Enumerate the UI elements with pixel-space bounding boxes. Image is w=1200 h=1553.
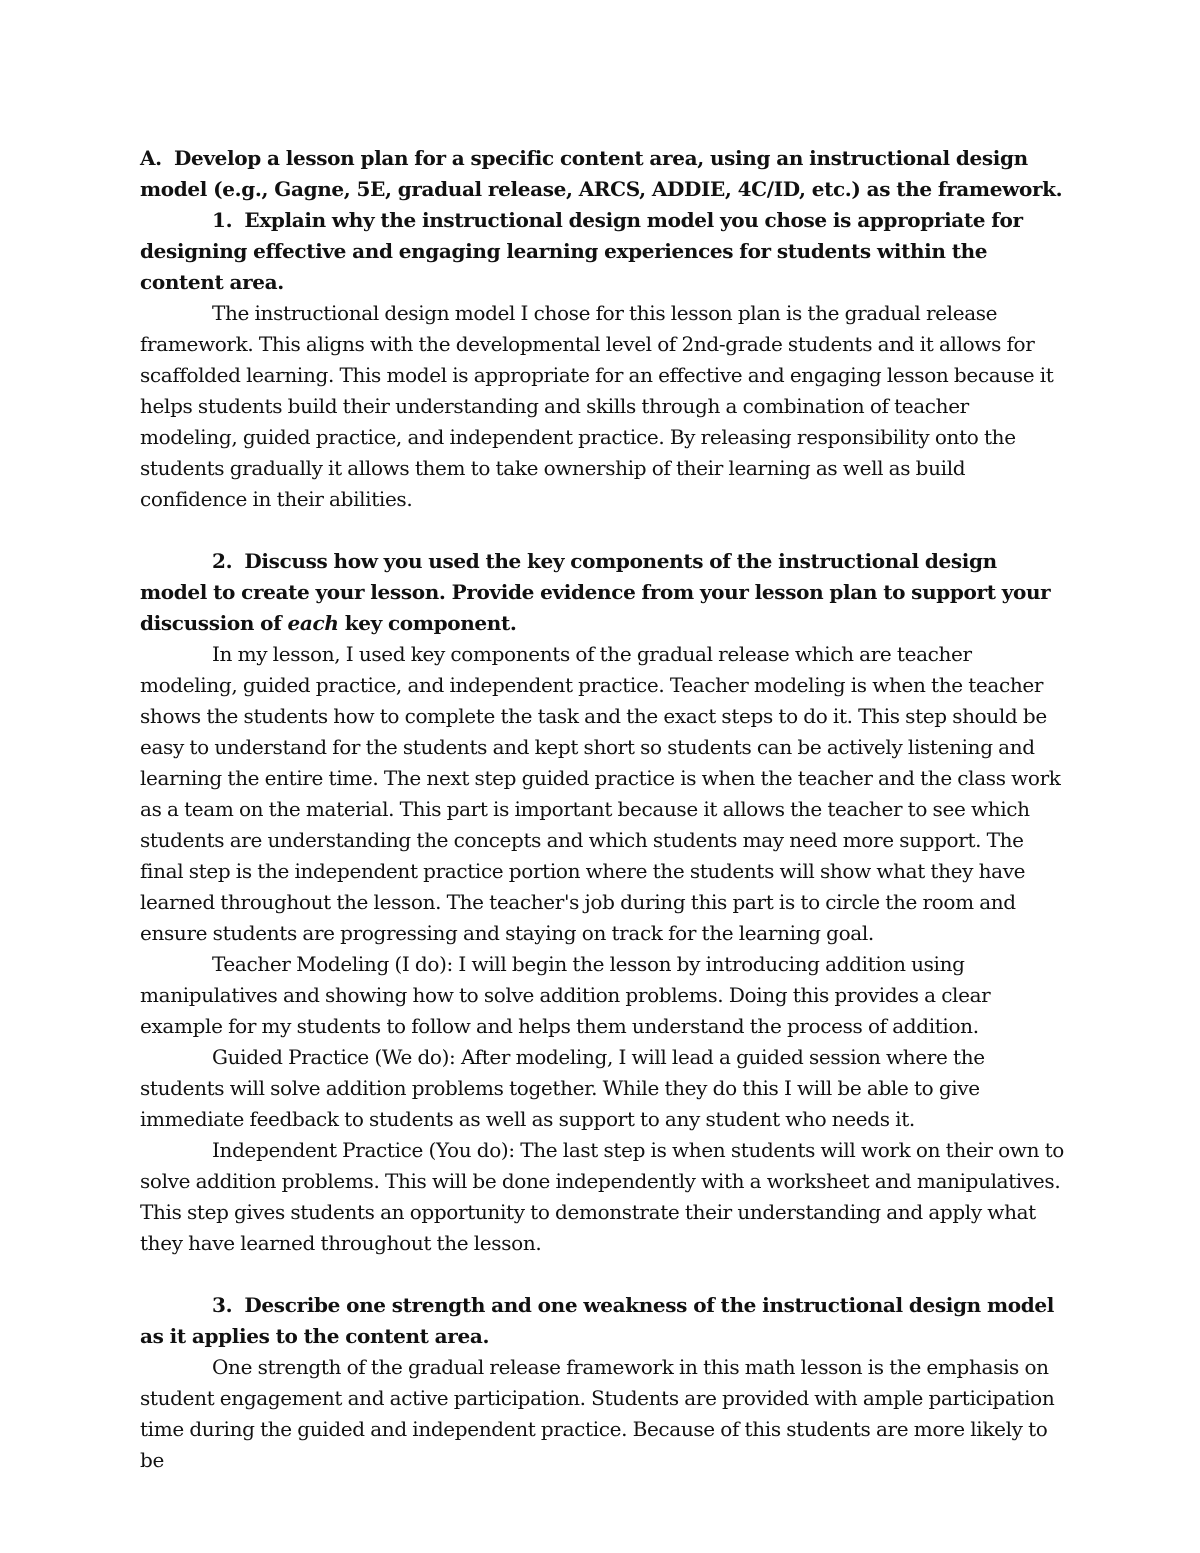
question-1-text: Explain why the instructional design model you chose is appropriate for designing effective and engaging learning experiences for students within the content area. — [140, 208, 1023, 294]
question-1-label: 1. — [212, 208, 233, 232]
question-3-answer: One strength of the gradual release framework in this math lesson is the emphasis on student engagement and active participation. Students are provided with ample participation time during the guided and independent practice. Because of this students are more likely to be — [140, 1355, 1055, 1472]
question-3-label: 3. — [212, 1293, 233, 1317]
question-2-emphasis: each — [287, 611, 339, 635]
question-3-text: Describe one strength and one weakness of the instructional design model as it applies to the content area. — [140, 1293, 1055, 1348]
question-2-answer-teacher-modeling: Teacher Modeling (I do): I will begin the lesson by introducing addition using manipulatives and showing how to solve addition problems. Doing this provides a clear example for my students to follow and helps them understand the process of addition. — [140, 952, 991, 1038]
question-2-text: Discuss how you used the key components of the instructional design model to create your lesson. Provide evidence from your lesson plan to support your discussion of — [140, 549, 1051, 635]
question-2-answer-independent-practice: Independent Practice (You do): The last step is when students will work on their own to solve addition problems. This will be done independently with a worksheet and manipulatives. This step gives students an opportunity to demonstrate their understanding and apply what they have learned throughout the lesson. — [140, 1138, 1064, 1255]
section-a-heading — [140, 143, 1065, 205]
question-3-heading — [140, 1290, 1065, 1352]
question-2-answer-guided-practice: Guided Practice (We do): After modeling, I will lead a guided session where the students will solve addition problems together. While they do this I will be able to give immediate feedback to students as well as support to any student who needs it. — [140, 1045, 985, 1131]
question-2-text-end: key component. — [344, 611, 517, 635]
question-1-heading — [140, 205, 1065, 298]
section-a-label: A. — [140, 146, 162, 170]
question-1-answer: The instructional design model I chose for this lesson plan is the gradual release framework. This aligns with the developmental level of 2nd-grade students and it allows for scaffolded learning. This model is appropriate for an effective and engaging lesson because it helps students build their understanding and skills through a combination of teacher modeling, guided practice, and independent practice. By releasing responsibility onto the students gradually it allows them to take ownership of their learning as well as build confidence in their abilities. — [140, 301, 1054, 511]
document-body — [140, 143, 1065, 1476]
question-2-answer-intro: In my lesson, I used key components of the gradual release which are teacher modeling, guided practice, and independent practice. Teacher modeling is when the teacher shows the students how to complete the task and the exact steps to do it. This step should be easy to understand for the students and kept short so students can be actively listening and learning the entire time. The next step guided practice is when the teacher and the class work as a team on the material. This part is important because it allows the teacher to see which students are understanding the concepts and which students may need more support. The final step is the independent practice portion where the students will show what they have learned throughout the lesson. The teacher's job during this part is to circle the room and ensure students are progressing and staying on track for the learning goal. — [140, 642, 1061, 945]
section-a-text: Develop a lesson plan for a specific content area, using an instructional design model (e.g., Gagne, 5E, gradual release, ARCS, ADDIE, 4C/ID, etc.) as the framework. — [140, 146, 1063, 201]
question-2-label: 2. — [212, 549, 233, 573]
question-2-heading — [140, 546, 1065, 639]
